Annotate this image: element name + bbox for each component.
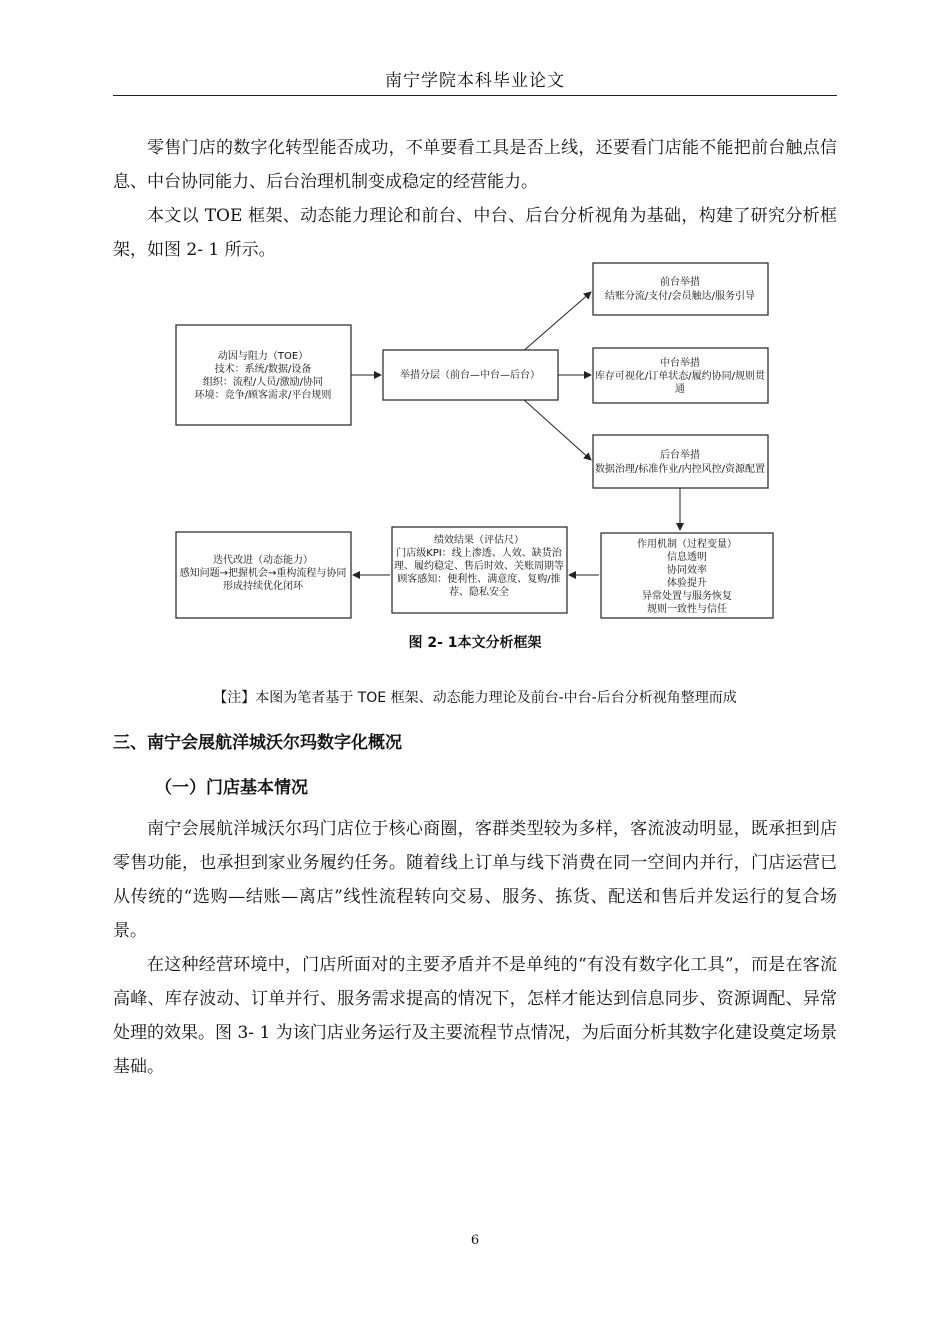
box-layers xyxy=(383,350,558,400)
subsection-heading: （一）门店基本情况 xyxy=(155,778,308,798)
layers-line-1: 举措分层（前台—中台—后台） xyxy=(400,370,540,381)
mechanism-line-3: 协同效率 xyxy=(667,565,707,576)
iteration-line-3: 形成持续优化闭环 xyxy=(223,581,303,592)
box-back xyxy=(593,435,768,488)
box-mechanism xyxy=(601,533,773,618)
header-rule xyxy=(113,95,837,96)
page-header-title: 南宁学院本科毕业论文 xyxy=(385,71,565,91)
figure-caption: 图 2- 1本文分析框架 xyxy=(408,635,542,651)
front-line-1: 前台举措 xyxy=(660,277,700,288)
middle-line-3: 通 xyxy=(675,384,685,395)
performance-line-2: 门店级KPI：线上渗透、人效、缺货治 xyxy=(396,548,562,559)
middle-line-2: 库存可视化/订单状态/履约协同/规则贯 xyxy=(594,371,766,382)
box-drivers xyxy=(176,325,351,425)
front-line-2: 结账分流/支付/会员触达/服务引导 xyxy=(604,291,756,302)
drivers-line-2: 技术：系统/数据/设备 xyxy=(214,364,312,375)
paragraph-2: 本文以 TOE 框架、动态能力理论和前台、中台、后台分析视角为基础，构建了研究分析框架，如图 2- 1 所示。 xyxy=(113,206,837,260)
iteration-line-2: 感知问题→把握机会→重构流程与协同 xyxy=(179,568,347,579)
mechanism-line-1: 作用机制（过程变量） xyxy=(637,539,737,550)
mechanism-line-2: 信息透明 xyxy=(667,552,707,563)
back-line-2: 数据治理/标准作业/内控风控/资源配置 xyxy=(594,464,766,475)
performance-line-5: 荐、隐私安全 xyxy=(449,587,509,598)
box-front xyxy=(593,263,768,315)
box-iteration xyxy=(176,532,351,618)
drivers-line-3: 组织：流程/人员/激励/协同 xyxy=(202,377,324,388)
mechanism-line-4: 体验提升 xyxy=(667,578,707,589)
mechanism-line-5: 异常处置与服务恢复 xyxy=(642,591,732,602)
box-middle xyxy=(593,348,768,403)
analysis-framework-diagram xyxy=(113,255,837,635)
mechanism-line-6: 规则一致性与信任 xyxy=(647,604,727,615)
performance-line-4: 顾客感知：便利性、满意度、复购/推 xyxy=(397,574,561,585)
drivers-line-4: 环境：竞争/顾客需求/平台规则 xyxy=(194,390,332,401)
iteration-line-1: 迭代改进（动态能力） xyxy=(213,555,313,566)
paragraph-3: 南宁会展航洋城沃尔玛门店位于核心商圈，客群类型较为多样，客流波动明显，既承担到店零售功能，也承担到家业务履约任务。随着线上订单与线下消费在同一空间内并行，门店运营已从传统的“选购—结账—离店”线性流程转向交易、服务、拣货、配送和售后并发运行的复合场景。 xyxy=(113,819,837,941)
drivers-line-1: 动因与阻力（TOE） xyxy=(217,351,309,362)
performance-line-1: 绩效结果（评估尺） xyxy=(434,535,524,546)
back-line-1: 后台举措 xyxy=(660,450,700,461)
box-performance xyxy=(392,527,567,613)
middle-line-1: 中台举措 xyxy=(660,358,700,369)
performance-line-3: 理、履约稳定、售后时效、关账周期等 xyxy=(394,561,564,572)
section-heading: 三、南宁会展航洋城沃尔玛数字化概况 xyxy=(113,733,402,753)
paragraph-4: 在这种经营环境中，门店所面对的主要矛盾并不是单纯的“有没有数字化工具”，而是在客流高峰、库存波动、订单并行、服务需求提高的情况下，怎样才能达到信息同步、资源调配、异常处理的效果。图 3- 1 为该门店业务运行及主要流程节点情况，为后面分析其数字化建设奠定场景基础。 xyxy=(113,955,837,1077)
paragraph-1: 零售门店的数字化转型能否成功，不单要看工具是否上线，还要看门店能不能把前台触点信息、中台协同能力、后台治理机制变成稳定的经营能力。 xyxy=(113,138,837,192)
page-number: 6 xyxy=(470,1233,480,1248)
figure-note: 【注】本图为笔者基于 TOE 框架、动态能力理论及前台-中台-后台分析视角整理而成 xyxy=(213,690,737,706)
